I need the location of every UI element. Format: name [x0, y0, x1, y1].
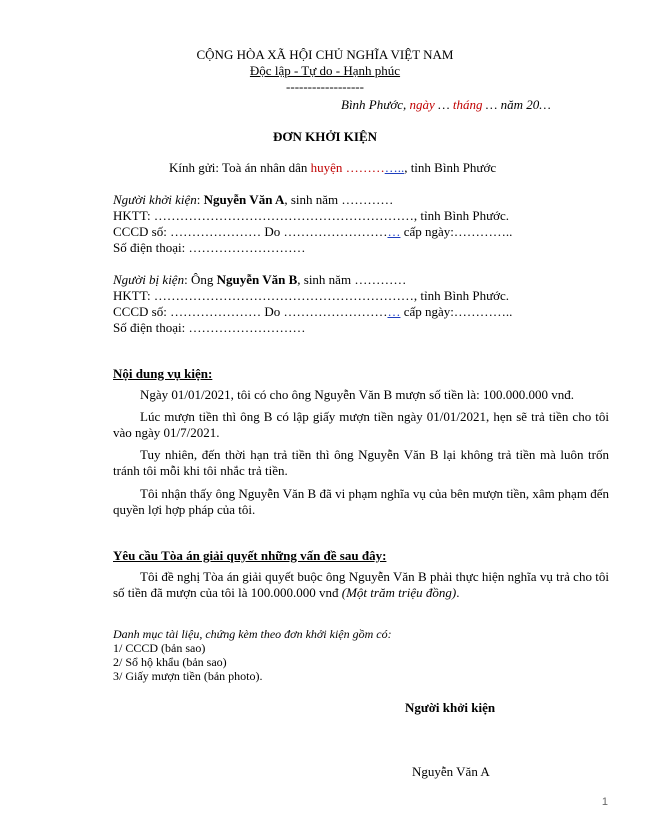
date-place-line	[341, 97, 551, 113]
recipient-suffix: , tỉnh Bình Phước	[404, 160, 497, 175]
plaintiff-phone: Số điện thoại: ………………………	[113, 240, 306, 255]
header-divider: ------------------	[286, 79, 364, 94]
defendant-name: Nguyễn Văn B	[216, 272, 298, 287]
defendant-cccd-a: CCCD số: ………………… Do ……………………	[113, 304, 388, 319]
attachments-heading: Danh mục tài liệu, chứng kèm theo đơn khởi kiện gồm có:	[113, 627, 392, 641]
page-number: 1	[601, 796, 608, 808]
date-nam: năm 20…	[500, 97, 551, 112]
defendant-birth: , sinh năm …………	[297, 272, 407, 287]
plaintiff-birth: , sinh năm …………	[284, 192, 394, 207]
request-main: Tôi đề nghị Tòa án giải quyết buộc ông Nguyễn Văn B phải thực hiện nghĩa vụ trả cho tôi số tiền đã mượn của tôi là 100.000.000 vnđ	[113, 569, 609, 600]
plaintiff-cccd	[113, 224, 512, 240]
request-italic: (Một trăm triệu đồng)	[341, 585, 457, 600]
defendant-cccd-b: …	[387, 304, 401, 319]
content-paragraph-3: Tuy nhiên, đến thời hạn trả tiền thì ông Nguyễn Văn B lại không trả tiền mà luôn trốn tránh tôi mỗi khi tôi nhắc trả tiền.	[113, 447, 609, 478]
content-heading: Nội dung vụ kiện:	[113, 366, 213, 381]
defendant-hktt: HKTT: ……………………………………………………, tỉnh Bình Phước.	[113, 288, 510, 303]
recipient-dots: ………	[345, 160, 385, 175]
plaintiff-colon: :	[196, 192, 201, 207]
content-paragraph-2: Lúc mượn tiền thì ông B có lập giấy mượn tiền ngày 01/01/2021, hẹn sẽ trả tiền cho tôi vào ngày 01/7/2021.	[113, 409, 609, 440]
request-heading: Yêu cầu Tòa án giải quyết những vấn đề sau đây:	[113, 548, 387, 563]
date-dots-2: …	[485, 97, 498, 112]
document-title: ĐƠN KHỞI KIỆN	[272, 129, 377, 144]
date-place: Bình Phước,	[341, 97, 407, 112]
signature-title: Người khởi kiện	[405, 700, 496, 715]
request-paragraph	[113, 569, 609, 601]
date-thang: tháng	[452, 97, 483, 112]
recipient-underline-dots: …..	[384, 160, 405, 175]
plaintiff-cccd-a: CCCD số: ………………… Do ……………………	[113, 224, 388, 239]
defendant-cccd-c: cấp ngày:…………..	[400, 304, 513, 319]
plaintiff-name: Nguyễn Văn A	[203, 192, 285, 207]
plaintiff-label: Người khởi kiện	[113, 192, 197, 207]
recipient-line	[169, 160, 496, 176]
motto-text: Độc lập - Tự do - Hạnh phúc	[249, 63, 401, 78]
recipient-huyen: huyện	[310, 160, 343, 175]
defendant-line	[113, 272, 406, 288]
national-motto	[0, 63, 650, 79]
content-paragraph-4: Tôi nhận thấy ông Nguyễn Văn B đã vi phạm nghĩa vụ của bên mượn tiền, xâm phạm đến quyền lợi hợp pháp của tôi.	[113, 486, 609, 517]
recipient-prefix: Kính gửi: Toà án nhân dân	[169, 160, 308, 175]
date-dots-1: …	[438, 97, 450, 112]
signature-name: Nguyễn Văn A	[412, 764, 490, 779]
plaintiff-hktt: HKTT: ……………………………………………………, tỉnh Bình Phước.	[113, 208, 510, 223]
request-end: .	[456, 585, 460, 600]
defendant-label: Người bị kiện	[113, 272, 185, 287]
defendant-prefix: : Ông	[184, 272, 214, 287]
attachment-item-3: 3/ Giấy mượn tiền (bản photo).	[113, 669, 263, 683]
date-ngay: ngày	[409, 97, 435, 112]
plaintiff-line	[113, 192, 393, 208]
national-title: CỘNG HÒA XÃ HỘI CHỦ NGHĨA VIỆT NAM	[196, 47, 454, 62]
attachment-item-2: 2/ Sổ hộ khẩu (bản sao)	[113, 655, 227, 669]
plaintiff-cccd-b: …	[387, 224, 401, 239]
defendant-cccd	[113, 304, 512, 320]
attachment-item-1: 1/ CCCD (bản sao)	[113, 641, 206, 655]
plaintiff-cccd-c: cấp ngày:…………..	[400, 224, 513, 239]
defendant-phone: Số điện thoại: ………………………	[113, 320, 306, 335]
content-paragraph-1: Ngày 01/01/2021, tôi có cho ông Nguyễn Văn B mượn số tiền là: 100.000.000 vnđ.	[140, 387, 574, 402]
